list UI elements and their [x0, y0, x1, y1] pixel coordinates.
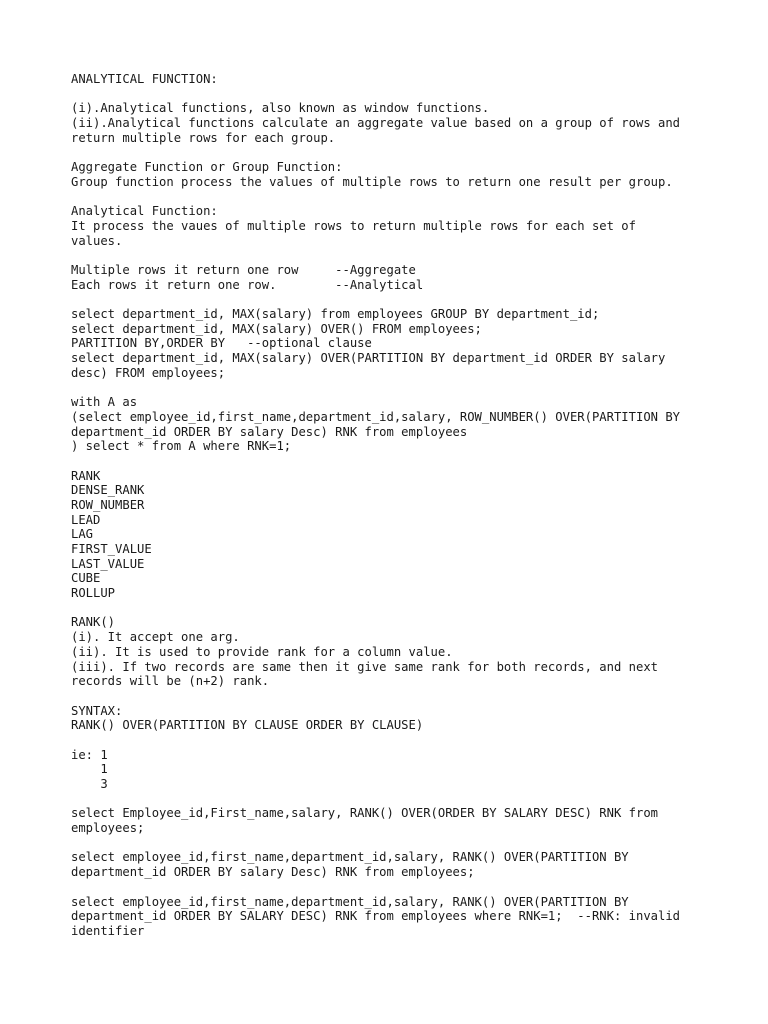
document-line	[71, 733, 721, 748]
document-line: It process the vaues of multiple rows to return multiple rows for each set of	[71, 218, 636, 233]
document-line: values.	[71, 233, 123, 248]
document-line	[71, 836, 721, 851]
document-line: desc) FROM employees;	[71, 365, 226, 380]
document-line: 3	[71, 777, 108, 791]
document-line: select employee_id,first_name,department_id,salary, RANK() OVER(PARTITION BY	[71, 850, 629, 865]
document-line: department_id ORDER BY salary Desc) RNK from employees	[71, 424, 468, 439]
document-line: select department_id, MAX(salary) OVER() FROM employees;	[71, 321, 482, 336]
document-line: RANK() OVER(PARTITION BY CLAUSE ORDER BY CLAUSE)	[71, 718, 424, 733]
document-line: ANALYTICAL FUNCTION:	[71, 72, 218, 86]
document-line	[71, 145, 721, 160]
document-line: LAST_VALUE	[71, 556, 145, 571]
document-line	[71, 380, 721, 395]
document-line: (ii).Analytical functions calculate an aggregate value based on a group of rows and	[71, 116, 681, 131]
document-line: FIRST_VALUE	[71, 542, 152, 556]
document-line: (iii). If two records are same then it give same rank for both records, and next	[71, 659, 658, 674]
document-line	[71, 880, 721, 895]
document-line: RANK()	[71, 615, 116, 630]
document-line: ) select * from A where RNK=1;	[71, 439, 292, 454]
document-line: RANK	[71, 468, 101, 483]
document-line: identifier	[71, 923, 145, 938]
document-line: Multiple rows it return one row --Aggregate	[71, 262, 416, 277]
document-line: ROLLUP	[71, 586, 116, 601]
document-line	[71, 292, 721, 307]
document-line: Group function process the values of multiple rows to return one result per group.	[71, 174, 673, 189]
document-line: employees;	[71, 821, 145, 836]
document-line: (i).Analytical functions, also known as window functions.	[71, 101, 490, 116]
document-line	[71, 87, 721, 102]
document-line: (select employee_id,first_name,department_id,salary, ROW_NUMBER() OVER(PARTITION BY	[71, 409, 681, 424]
document-line: LAG	[71, 527, 94, 542]
document-line: CUBE	[71, 571, 101, 586]
document-line: select department_id, MAX(salary) from employees GROUP BY department_id;	[71, 307, 600, 321]
document-line: department_id ORDER BY SALARY DESC) RNK from employees where RNK=1; --RNK: invalid	[71, 909, 681, 924]
document-line: return multiple rows for each group.	[71, 130, 336, 145]
document-line: SYNTAX:	[71, 703, 123, 718]
document-line: Analytical Function:	[71, 204, 218, 219]
document-body	[71, 72, 721, 939]
document-line	[71, 792, 721, 807]
document-line: ROW_NUMBER	[71, 497, 145, 512]
document-line: select Employee_id,First_name,salary, RANK() OVER(ORDER BY SALARY DESC) RNK from	[71, 806, 658, 821]
document-line: (ii). It is used to provide rank for a column value.	[71, 644, 453, 659]
document-line: Each rows it return one row. --Analytical	[71, 277, 424, 292]
document-line: ie: 1	[71, 747, 108, 762]
document-line	[71, 248, 721, 263]
document-line: PARTITION BY,ORDER BY --optional clause	[71, 336, 372, 351]
document-line: with A as	[71, 395, 138, 410]
document-line: select department_id, MAX(salary) OVER(PARTITION BY department_id ORDER BY salary	[71, 351, 666, 366]
document-line	[71, 190, 721, 205]
document-line: records will be (n+2) rank.	[71, 674, 270, 689]
document-line: department_id ORDER BY salary Desc) RNK from employees;	[71, 865, 475, 880]
document-line	[71, 689, 721, 704]
document-line: 1	[71, 762, 108, 777]
document-line: LEAD	[71, 512, 101, 527]
document-line	[71, 454, 721, 469]
document-line: select employee_id,first_name,department_id,salary, RANK() OVER(PARTITION BY	[71, 894, 629, 909]
document-line: DENSE_RANK	[71, 483, 145, 498]
document-line	[71, 601, 721, 616]
document-line: (i). It accept one arg.	[71, 630, 240, 645]
document-line: Aggregate Function or Group Function:	[71, 160, 343, 175]
